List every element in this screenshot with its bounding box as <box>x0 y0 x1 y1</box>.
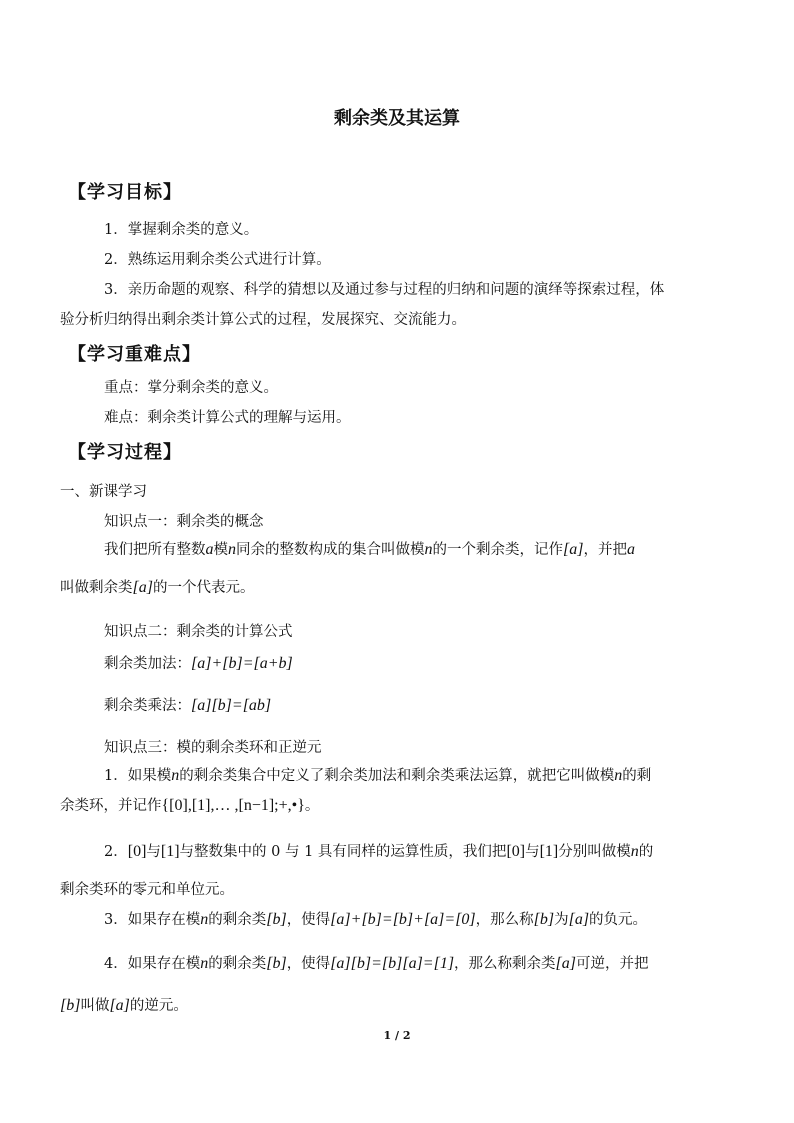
kp3-title: 知识点三：模的剩余类环和正逆元 <box>104 740 322 756</box>
kp1-title: 知识点一：剩余类的概念 <box>104 514 264 530</box>
ring-def: 1．如果模n的剩余类集合中定义了剩余类加法和剩余类乘法运算，就把它叫做模n的剩 <box>104 767 652 784</box>
page-title: 剩余类及其运算 <box>334 108 460 129</box>
kp1-definition: 我们把所有整数a模n同余的整数构成的集合叫做模n的一个剩余类，记作[a]，并把a <box>104 541 635 558</box>
goal-1: 1．掌握剩余类的意义。 <box>104 222 259 238</box>
goal-2: 2．熟练运用剩余类公式进行计算。 <box>104 252 331 268</box>
kp2-title: 知识点二：剩余类的计算公式 <box>104 624 293 640</box>
inverse-def-cont: [b]叫做[a]的逆元。 <box>60 997 188 1014</box>
part-title: 一、新课学习 <box>60 484 147 500</box>
add-formula-line: 剩余类加法：[a]+[b]=[a+b] <box>104 655 293 672</box>
zero-unit-def-cont: 剩余类环的零元和单位元。 <box>60 882 234 898</box>
page-number: 1 / 2 <box>383 1029 411 1042</box>
mul-formula-line: 剩余类乘法：[a][b]=[ab] <box>104 697 272 714</box>
negative-formula: [a]+[b]=[b]+[a]=[0] <box>330 911 476 928</box>
section-heading-goals: 【学习目标】 <box>68 182 182 203</box>
hard-point: 难点：剩余类计算公式的理解与运用。 <box>104 410 351 426</box>
kp1-definition-cont: 叫做剩余类[a]的一个代表元。 <box>60 579 255 596</box>
ring-def-cont: 余类环，并记作{[0],[1],… ,[n−1];+,•}。 <box>60 797 320 814</box>
negative-def: 3．如果存在模n的剩余类[b]，使得[a]+[b]=[b]+[a]=[0]，那么称[b]为[a]的负元。 <box>104 911 648 928</box>
goal-3: 3．亲历命题的观察、科学的猜想以及通过参与过程的归纳和问题的演绎等探索过程，体 <box>104 282 665 298</box>
goal-3-cont: 验分析归纳得出剩余类计算公式的过程，发展探究、交流能力。 <box>60 312 466 328</box>
inverse-def: 4．如果存在模n的剩余类[b]，使得[a][b]=[b][a]=[1]，那么称剩余类[a]可逆，并把 <box>104 955 649 972</box>
add-formula: [a]+[b]=[a+b] <box>191 655 293 672</box>
inverse-formula: [a][b]=[b][a]=[1] <box>330 955 455 972</box>
ring-formula: {[0],[1],… ,[n−1];+,•} <box>161 797 305 814</box>
key-point: 重点：掌分剩余类的意义。 <box>104 380 278 396</box>
section-heading-process: 【学习过程】 <box>68 442 182 463</box>
mul-formula: [a][b]=[ab] <box>191 697 272 714</box>
zero-unit-def: 2．[0]与[1]与整数集中的 0 与 1 具有同样的运算性质，我们把[0]与[1]分别叫做模n的 <box>104 843 654 860</box>
section-heading-difficulty: 【学习重难点】 <box>68 344 201 365</box>
